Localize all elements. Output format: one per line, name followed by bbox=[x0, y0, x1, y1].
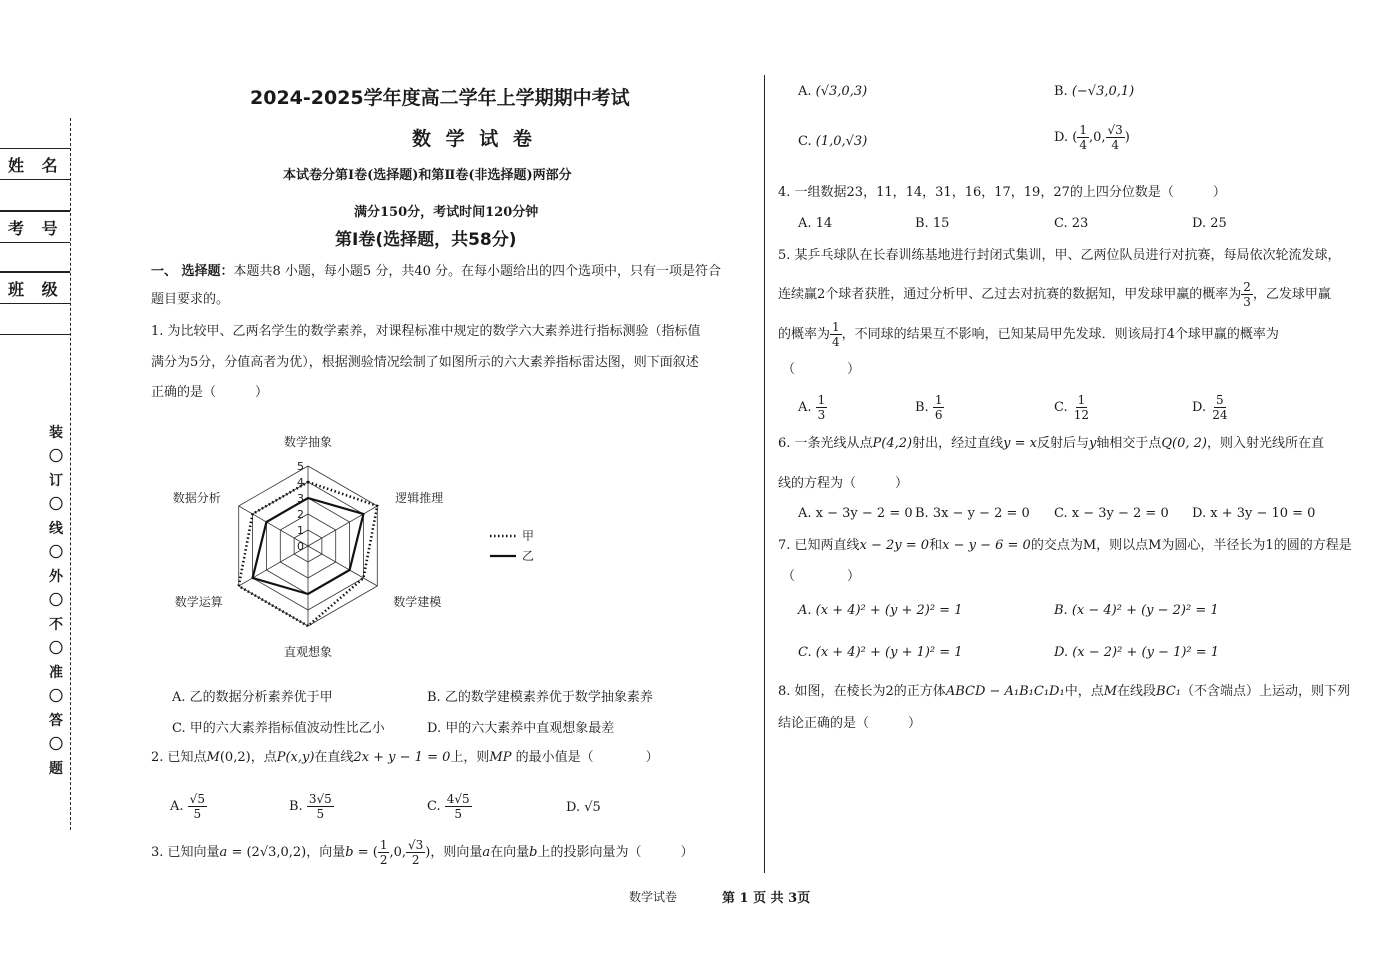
q6-point-q: Q(0, 2) bbox=[1161, 436, 1207, 451]
denominator: 5 bbox=[316, 807, 325, 821]
q3-text: ，向量 bbox=[306, 845, 346, 860]
numerator: 4√5 bbox=[446, 792, 470, 806]
q7-option-a[interactable]: A. (x + 4)² + (y + 2)² = 1 bbox=[798, 603, 963, 618]
q5-line3 bbox=[778, 318, 1279, 352]
binding-warning-char: 〇 bbox=[49, 593, 63, 609]
q3-text: 3. 已知向量 bbox=[151, 845, 220, 860]
binding-warning-char: 订 bbox=[49, 473, 63, 489]
q5-text: ，不同球的结果互不影响，已知某局甲先发球．则该局打4个球甲赢的概率为 bbox=[841, 327, 1279, 342]
score-time: 满分150分，考试时间120分钟 bbox=[354, 205, 539, 220]
numerator: √3 bbox=[1107, 123, 1123, 137]
structure-note: 本试卷分第Ⅰ卷(选择题)和第Ⅱ卷(非选择题)两部分 bbox=[283, 168, 572, 183]
q2-stem bbox=[151, 748, 659, 768]
binding-warning-char: 〇 bbox=[49, 545, 63, 561]
q2-point-m: M bbox=[206, 750, 220, 765]
footer-page: 第 1 页 共 3页 bbox=[722, 891, 811, 906]
q8-point-m: M bbox=[1103, 684, 1118, 699]
q5-line4: （ ） bbox=[782, 362, 861, 377]
id-field[interactable] bbox=[0, 243, 70, 272]
q5-line2 bbox=[778, 278, 1331, 312]
q7-option-d[interactable]: D. (x − 2)² + (y − 1)² = 1 bbox=[1054, 645, 1220, 660]
q2-line-eq: 2x + y − 1 = 0 bbox=[353, 750, 451, 765]
legend-label: 乙 bbox=[522, 549, 535, 563]
radar-spoke bbox=[308, 506, 377, 546]
q6-option-c[interactable]: C. x − 3y − 2 = 0 bbox=[1054, 506, 1169, 521]
denominator: 3 bbox=[817, 408, 826, 422]
q5-option-a[interactable] bbox=[798, 393, 827, 422]
q3-vector-b-value: ,0, bbox=[389, 845, 407, 860]
q4-option-c[interactable]: C. 23 bbox=[1054, 216, 1089, 231]
option-label: C. bbox=[1054, 400, 1068, 415]
radar-tick-label: 2 bbox=[297, 508, 304, 521]
q7-option-b[interactable]: B. (x − 4)² + (y − 2)² = 1 bbox=[1054, 603, 1219, 618]
numerator: √5 bbox=[189, 792, 205, 806]
q6-text: 轴相交于点 bbox=[1096, 436, 1162, 451]
q1-line2: 满分为5分，分值高者为优），根据测验情况绘制了如图所示的六大素养指标雷达图，则下面叙述 bbox=[151, 355, 699, 370]
numerator: 2 bbox=[1243, 280, 1251, 294]
q2-text: 2. 已知点 bbox=[151, 750, 207, 765]
option-value: (1,0,√3) bbox=[815, 134, 868, 149]
q2-option-a[interactable] bbox=[170, 792, 207, 821]
q6-point-p: P(4,2) bbox=[872, 436, 913, 451]
q7-line-1: x − 2y = 0 bbox=[859, 538, 930, 553]
q6-text: 反射后与 bbox=[1036, 436, 1089, 451]
q1-line3: 正确的是（ ） bbox=[151, 385, 269, 400]
binding-dashed-line bbox=[70, 118, 71, 830]
option-label: A. bbox=[798, 400, 812, 415]
denominator: 4 bbox=[1111, 138, 1119, 152]
q6-line: y = x bbox=[1003, 436, 1037, 451]
q5-option-d[interactable] bbox=[1192, 393, 1230, 422]
numerator: 5 bbox=[1216, 393, 1224, 407]
radar-tick-label: 0 bbox=[297, 540, 304, 553]
q3-option-a[interactable] bbox=[798, 84, 867, 99]
name-field[interactable] bbox=[0, 180, 70, 211]
exam-title: 2024-2025学年度高二学年上学期期中考试 bbox=[250, 87, 630, 109]
binding-warning-char: 〇 bbox=[49, 449, 63, 465]
q3-text: ，则向量 bbox=[430, 845, 483, 860]
denominator: 4 bbox=[832, 335, 840, 349]
option-label: B. bbox=[1054, 84, 1068, 99]
q2-text: 在直线 bbox=[314, 750, 354, 765]
denominator: 12 bbox=[1073, 408, 1090, 422]
subject-title: 数 学 试 卷 bbox=[412, 128, 536, 150]
q8-text: 在线段 bbox=[1117, 684, 1157, 699]
q8-text: 8. 如图，在棱长为2的正方体 bbox=[778, 684, 946, 699]
q8-text: 中，点 bbox=[1064, 684, 1104, 699]
q6-line2: 线的方程为（ ） bbox=[778, 476, 909, 491]
binding-warning-char: 外 bbox=[49, 569, 63, 585]
fraction bbox=[1210, 393, 1229, 422]
fraction bbox=[933, 393, 945, 422]
option-value: (−√3,0,1) bbox=[1071, 84, 1135, 99]
radar-tick-label: 5 bbox=[297, 460, 304, 473]
q7-option-c[interactable]: C. (x + 4)² + (y + 1)² = 1 bbox=[798, 645, 963, 660]
fraction bbox=[1072, 393, 1091, 422]
q8-line1 bbox=[778, 682, 1350, 702]
option-value: ) bbox=[1124, 130, 1130, 145]
radar-spoke bbox=[308, 546, 377, 586]
fraction bbox=[188, 792, 207, 821]
q5-text: 的概率为 bbox=[778, 327, 831, 342]
q3-vector-b-value: ) bbox=[425, 845, 431, 860]
q8-text: （不含端点）上运动，则下列 bbox=[1180, 684, 1350, 699]
q2-option-d[interactable] bbox=[566, 800, 601, 815]
q7-line-2: x − y − 6 = 0 bbox=[942, 538, 1031, 553]
denominator: 2 bbox=[379, 853, 388, 867]
option-label: D. bbox=[1054, 130, 1069, 145]
numerator: 1 bbox=[934, 393, 943, 407]
fraction bbox=[1106, 123, 1125, 152]
numerator: 3√5 bbox=[308, 792, 332, 806]
q1-option-c[interactable]: C. 甲的六大素养指标值波动性比乙小 bbox=[172, 721, 385, 736]
radar-tick-label: 4 bbox=[297, 476, 304, 489]
option-label: D. bbox=[566, 800, 581, 815]
q2-option-b[interactable] bbox=[289, 792, 334, 821]
q7-text: 和 bbox=[929, 538, 943, 553]
q6-text: 射出，经过直线 bbox=[912, 436, 1004, 451]
option-label: A. bbox=[798, 84, 812, 99]
q7-line2: （ ） bbox=[782, 569, 861, 584]
q2-text: 的最小值是（ ） bbox=[511, 750, 659, 765]
q3-vector-a: a bbox=[482, 845, 491, 860]
q7-line1 bbox=[778, 536, 1352, 556]
option-label: C. bbox=[798, 134, 812, 149]
part1-heading bbox=[151, 262, 721, 282]
q5-text: ，乙发球甲赢 bbox=[1252, 287, 1331, 302]
footer-subject: 数学试卷 bbox=[629, 890, 678, 904]
q3-option-c[interactable] bbox=[798, 134, 867, 149]
q3-vector-b: b bbox=[529, 845, 538, 860]
q4-option-d[interactable]: D. 25 bbox=[1192, 216, 1227, 231]
column-divider bbox=[764, 75, 765, 873]
option-value: ,0, bbox=[1088, 130, 1106, 145]
denominator: 2 bbox=[411, 853, 420, 867]
part1-heading-bold: 一、 选择题： bbox=[151, 264, 234, 279]
numerator: 1 bbox=[1079, 123, 1087, 137]
q3-option-b[interactable] bbox=[1054, 84, 1134, 99]
class-label: 班 级 bbox=[8, 280, 64, 299]
name-label: 姓 名 bbox=[8, 156, 64, 175]
part1-heading-line2: 题目要求的。 bbox=[151, 292, 230, 307]
radar-axis-label: 逻辑推理 bbox=[395, 491, 444, 505]
fraction bbox=[1077, 123, 1089, 152]
q2-segment: MP bbox=[489, 750, 512, 765]
legend-label: 甲 bbox=[522, 529, 535, 543]
fraction bbox=[816, 393, 828, 422]
q5-option-c[interactable] bbox=[1054, 393, 1091, 422]
option-label: B. bbox=[289, 799, 303, 814]
fraction bbox=[830, 320, 842, 349]
q3-option-d[interactable] bbox=[1054, 123, 1130, 152]
fraction bbox=[378, 838, 390, 867]
q3-vector-b-value: = ( bbox=[353, 845, 378, 860]
radar-axis-label: 数学建模 bbox=[393, 595, 442, 609]
q4-option-b[interactable]: B. 15 bbox=[915, 216, 950, 231]
q2-coord-m: (0,2) bbox=[219, 750, 251, 765]
q3-vector-a: a bbox=[219, 845, 228, 860]
denominator: 24 bbox=[1212, 408, 1228, 422]
binding-warning-char: 题 bbox=[49, 761, 63, 777]
binding-warning-char: 〇 bbox=[49, 689, 63, 705]
q3-vector-b: b bbox=[345, 845, 354, 860]
q6-text: 6. 一条光线从点 bbox=[778, 436, 873, 451]
option-value: ( bbox=[1072, 130, 1078, 145]
binding-warning-char: 〇 bbox=[49, 641, 63, 657]
radar-axis-label: 数学运算 bbox=[174, 595, 223, 609]
binding-warning-char: 答 bbox=[49, 713, 63, 729]
numerator: 1 bbox=[1077, 393, 1086, 407]
part1-heading-rest: 本题共8 小题，每小题5 分，共40 分。在每小题给出的四个选项中，只有一项是符合 bbox=[233, 264, 722, 279]
q3-text: 上的投影向量为（ ） bbox=[537, 845, 694, 860]
q5-text: 连续赢2个球者获胜，通过分析甲、乙过去对抗赛的数据知，甲发球甲赢的概率为 bbox=[778, 287, 1242, 302]
q8-line2: 结论正确的是（ ） bbox=[778, 716, 922, 731]
q3-stem bbox=[151, 836, 694, 870]
denominator: 5 bbox=[193, 807, 202, 821]
fraction bbox=[406, 838, 425, 867]
q5-line1: 5. 某乒乓球队在长春训练基地进行封闭式集训，甲、乙两位队员进行对抗赛，每局依次轮流发球， bbox=[778, 248, 1341, 263]
numerator: 1 bbox=[832, 320, 840, 334]
q3-vector-a-value: = (2√3,0,2) bbox=[227, 845, 307, 860]
denominator: 6 bbox=[934, 408, 943, 422]
radar-tick-label: 1 bbox=[297, 524, 304, 537]
denominator: 4 bbox=[1079, 138, 1087, 152]
q2-text: ，点 bbox=[250, 750, 277, 765]
id-label: 考 号 bbox=[8, 219, 64, 238]
option-value: √5 bbox=[584, 800, 601, 815]
option-label: B. bbox=[915, 400, 929, 415]
q2-point-p: P bbox=[276, 750, 286, 765]
q2-text: 上，则 bbox=[450, 750, 490, 765]
radar-axis-label: 数学抽象 bbox=[283, 435, 333, 449]
fraction bbox=[1241, 280, 1253, 309]
binding-warning-char: 〇 bbox=[49, 497, 63, 513]
q7-text: 的交点为M，则以点M为圆心，半径长为1的圆的方程是 bbox=[1030, 538, 1352, 553]
q7-text: 7. 已知两直线 bbox=[778, 538, 860, 553]
q6-text: ，则入射光线所在直 bbox=[1206, 436, 1324, 451]
q4-stem: 4. 一组数据23，11，14，31，16，17，19，27的上四分位数是（ ） bbox=[778, 185, 1226, 200]
numerator: 1 bbox=[817, 393, 826, 407]
binding-warning-char: 准 bbox=[49, 665, 63, 681]
option-label: A. bbox=[170, 799, 184, 814]
radar-tick-label: 3 bbox=[297, 492, 304, 505]
section-title: 第Ⅰ卷(选择题，共58分) bbox=[335, 230, 517, 250]
numerator: √3 bbox=[408, 838, 424, 852]
q5-option-b[interactable] bbox=[915, 393, 944, 422]
q1-line1: 1. 为比较甲、乙两名学生的数学素养，对课程标准中规定的数学六大素养进行指标测验（指标值 bbox=[151, 324, 701, 339]
q6-option-a[interactable]: A. x − 3y − 2 = 0 bbox=[798, 506, 913, 521]
option-value: (√3,0,3) bbox=[815, 84, 868, 99]
q2-option-c[interactable] bbox=[427, 792, 472, 821]
fraction bbox=[307, 792, 334, 821]
binding-warning-char: 〇 bbox=[49, 737, 63, 753]
q8-cube: ABCD − A₁B₁C₁D₁ bbox=[945, 684, 1065, 699]
q6-line1 bbox=[778, 434, 1324, 454]
option-label: D. bbox=[1192, 400, 1207, 415]
q3-text: 在向量 bbox=[490, 845, 530, 860]
binding-warning-char: 线 bbox=[49, 521, 63, 537]
radar-chart bbox=[160, 422, 560, 672]
binding-warning-char: 装 bbox=[49, 425, 63, 441]
q6-option-d[interactable]: D. x + 3y − 10 = 0 bbox=[1192, 506, 1316, 521]
q6-axis: y bbox=[1089, 436, 1097, 451]
binding-warning-char: 不 bbox=[49, 617, 63, 633]
class-field[interactable] bbox=[0, 304, 70, 335]
q8-segment: BC₁ bbox=[1156, 684, 1181, 699]
q1-option-a[interactable]: A. 乙的数据分析素养优于甲 bbox=[172, 690, 333, 705]
denominator: 5 bbox=[454, 807, 463, 821]
denominator: 3 bbox=[1243, 295, 1251, 309]
q1-option-b[interactable]: B. 乙的数学建模素养优于数学抽象素养 bbox=[427, 690, 653, 705]
q1-option-d[interactable]: D. 甲的六大素养中直观想象最差 bbox=[427, 721, 615, 736]
q6-option-b[interactable]: B. 3x − y − 2 = 0 bbox=[915, 506, 1030, 521]
option-label: C. bbox=[427, 799, 441, 814]
q4-option-a[interactable]: A. 14 bbox=[798, 216, 833, 231]
radar-axis-label: 数据分析 bbox=[172, 491, 221, 505]
numerator: 1 bbox=[379, 838, 388, 852]
radar-axis-label: 直观想象 bbox=[283, 645, 333, 659]
q2-coord-p: (x,y) bbox=[285, 750, 315, 765]
fraction bbox=[445, 792, 472, 821]
